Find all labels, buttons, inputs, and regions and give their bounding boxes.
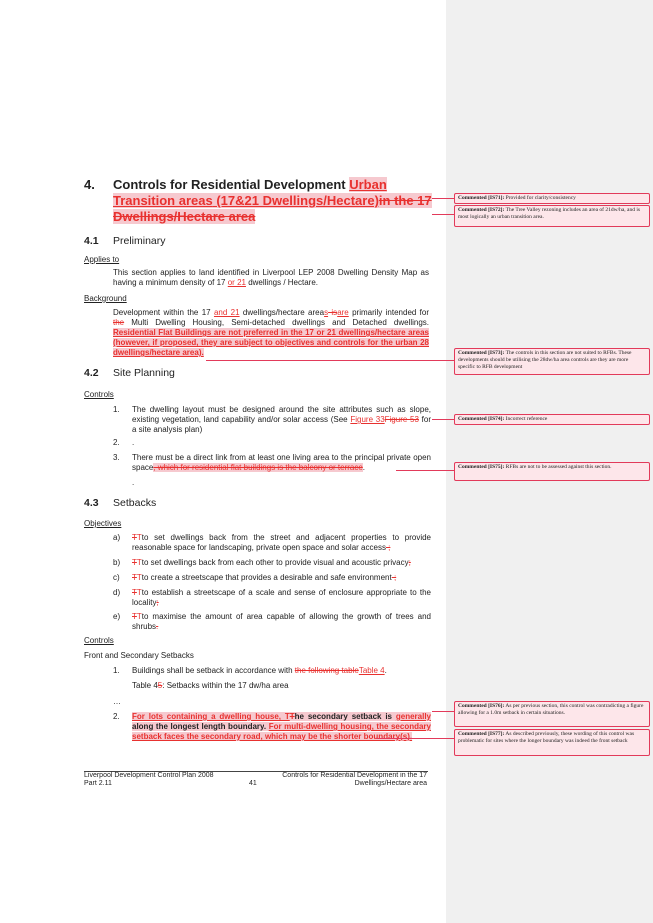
- objective-d: d) TTto establish a streetscape of a scale and sense of enclosure appropriate to the locality;: [113, 588, 431, 607]
- comment-is75[interactable]: Commented [IS75]: RFBs are not to be assessed against this section.: [454, 462, 650, 481]
- table-caption: Table 45: Setbacks within the 17 dw/ha area: [132, 681, 289, 690]
- comment-is76[interactable]: Commented [IS76]: As per previous section, this control was contradicting a figure allowing for a 1.0m setback in certain situations.: [454, 701, 650, 727]
- background-label: Background: [84, 294, 127, 303]
- ellipsis: …: [113, 697, 121, 706]
- comment-is77[interactable]: Commented [IS77]: As described previously, these wording of this control was problematic for sites where the longer boundary was indeed the front setback: [454, 729, 650, 756]
- footer-left: Liverpool Development Control Plan 2008 Part 2.11: [84, 772, 214, 787]
- section-4-3-number: 4.3: [84, 497, 99, 509]
- site-control-2: 2. .: [113, 438, 135, 447]
- objective-b: b) TTto set dwellings back from each other to provide visual and acoustic privacy;: [113, 558, 411, 567]
- site-controls-label: Controls: [84, 390, 114, 399]
- objective-c: c) TTto create a streetscape that provides a desirable and safe environment ;: [113, 573, 397, 582]
- section-heading: [84, 177, 432, 225]
- comment-connector: [432, 198, 454, 199]
- section-4-1-number: 4.1: [84, 235, 99, 247]
- applies-to-text: This section applies to land identified in Liverpool LEP 2008 Dwelling Density Map as having a minimum density of 17 or 21 dwellings / Hectare.: [113, 268, 429, 287]
- site-control-3: 3. There must be a direct link from at least one living area to the principal private open space, which for residential flat buildings is the balcony or terrace.: [113, 453, 431, 472]
- footer-right: Controls for Residential Development in the 17 Dwellings/Hectare area: [282, 772, 427, 787]
- setback-control-1: 1. Buildings shall be setback in accordance with the following tableTable 4.: [113, 666, 387, 675]
- setback-control-2: 2. For lots containing a dwelling house, TThe secondary setback is generally along the longest length boundary. For multi-dwelling housing, the secondary setback faces the secondary road, which may be the shorter boundary(s).: [113, 712, 431, 741]
- heading-inserted-urban: Urban Transition areas: [113, 177, 387, 208]
- comment-connector: [376, 738, 454, 739]
- heading-inserted-density: (17&21 Dwellings/Hectare): [212, 193, 379, 208]
- objectives-label: Objectives: [84, 519, 122, 528]
- section-4-1-title: Preliminary: [113, 235, 166, 247]
- background-inserted-rfb: Residential Flat Buildings are not preferred in the 17 or 21 dwellings/hectare areas (however, if proposed, they are subject to objectives and controls for the urban 28 dwellings/hectare area).: [113, 328, 429, 357]
- heading-number: 4.: [84, 177, 95, 192]
- comment-connector: [432, 419, 454, 420]
- comment-is72[interactable]: Commented [IS72]: The Tree Valley rezoning includes an area of 21dw/ha, and is most logically an urban transition area.: [454, 205, 650, 227]
- comment-connector: [396, 470, 454, 471]
- section-4-3-title: Setbacks: [113, 497, 157, 509]
- section-4-2-title: Site Planning: [113, 367, 175, 379]
- section-4-2-number: 4.2: [84, 367, 99, 379]
- footer-page-number: 41: [249, 780, 257, 787]
- comment-is74[interactable]: Commented [IS74]: Incorrect reference: [454, 414, 650, 425]
- comment-is71[interactable]: Commented [IS71]: Provided for clarity/consistency: [454, 193, 650, 204]
- site-control-trail: .: [132, 478, 135, 487]
- applies-to-label: Applies to: [84, 255, 120, 264]
- background-text: Development within the 17 and 21 dwellings/hectare areas isare primarily intended for the Multi Dwelling Housing, Semi-detached dwellings and Detached dwellings. Residential Flat Buildings are not preferred in the 17 or 21 dwellings/hectare areas (however, if proposed, they are subject to objectives and controls for the urban 28 dwellings/hectare area).: [113, 308, 430, 357]
- front-secondary-label: Front and Secondary Setbacks: [84, 651, 194, 660]
- objective-a: a) TTto set dwellings back from the street and adjacent properties to provide reasonable space for landscaping, private open space and solar access ;: [113, 533, 431, 552]
- comment-connector: [432, 711, 454, 712]
- setback-controls-label: Controls: [84, 636, 114, 645]
- comment-is73[interactable]: Commented [IS73]: The controls in this section are not suited to RFBs. These developments should be utilising the 28dw/ha area controls are they are more specific to RFB development: [454, 348, 650, 375]
- heading-deleted: in the 17 Dwellings/Hectare area: [113, 193, 432, 224]
- comment-connector: [206, 360, 454, 361]
- heading-title: Controls for Residential Development: [113, 177, 350, 192]
- comment-connector: [432, 214, 454, 215]
- objective-e: e) TTto maximise the amount of area capable of allowing the growth of trees and shrubs.: [113, 612, 431, 631]
- site-control-1: 1. The dwelling layout must be designed around the site attributes such as slope, existing vegetation, land capability and/or solar access (See Figure 33Figure 53 for a site analysis plan): [113, 405, 431, 434]
